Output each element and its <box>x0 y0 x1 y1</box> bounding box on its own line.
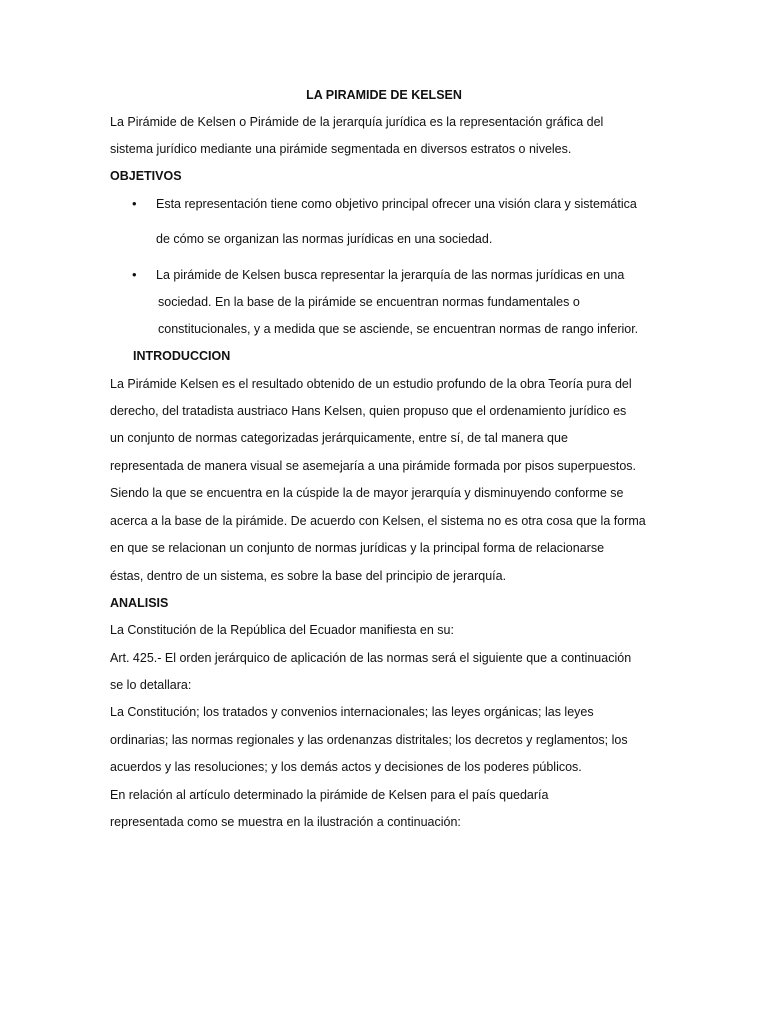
bullet-line: sociedad. En la base de la pirámide se encuentran normas fundamentales o <box>158 295 580 309</box>
paragraph-line: acerca a la base de la pirámide. De acuerdo con Kelsen, el sistema no es otra cosa que la forma <box>110 514 646 528</box>
paragraph-line: derecho, del tratadista austriaco Hans Kelsen, quien propuso que el ordenamiento jurídico es <box>110 404 627 418</box>
paragraph-line: La Pirámide Kelsen es el resultado obtenido de un estudio profundo de la obra Teoría pura del <box>110 377 632 391</box>
paragraph-line: Siendo la que se encuentra en la cúspide la de mayor jerarquía y disminuyendo conforme se <box>110 486 624 500</box>
bullet-icon: • <box>132 267 137 282</box>
paragraph-line: acuerdos y las resoluciones; y los demás actos y decisiones de los poderes públicos. <box>110 760 582 774</box>
paragraph-line: Art. 425.- El orden jerárquico de aplicación de las normas será el siguiente que a continuación <box>110 651 632 665</box>
paragraph-line: un conjunto de normas categorizadas jerárquicamente, entre sí, de tal manera que <box>110 431 568 445</box>
paragraph-line: ordinarias; las normas regionales y las ordenanzas distritales; los decretos y reglamentos; los <box>110 733 628 747</box>
paragraph-line: representada como se muestra en la ilustración a continuación: <box>110 815 461 829</box>
bullet-line: Esta representación tiene como objetivo principal ofrecer una visión clara y sistemática <box>156 197 637 211</box>
paragraph-line: La Constitución; los tratados y convenios internacionales; las leyes orgánicas; las leyes <box>110 705 594 719</box>
section-heading-introduccion: INTRODUCCION <box>133 349 231 363</box>
paragraph-line: representada de manera visual se asemejaría a una pirámide formada por pisos superpuestos. <box>110 459 636 473</box>
bullet-icon: • <box>132 196 137 211</box>
page-title: LA PIRAMIDE DE KELSEN <box>306 88 462 102</box>
paragraph-line: En relación al artículo determinado la pirámide de Kelsen para el país quedaría <box>110 788 549 802</box>
intro-line: La Pirámide de Kelsen o Pirámide de la jerarquía jurídica es la representación gráfica del <box>110 115 604 129</box>
paragraph-line: La Constitución de la República del Ecuador manifiesta en su: <box>110 623 454 637</box>
paragraph-line: en que se relacionan un conjunto de normas jurídicas y la principal forma de relacionarse <box>110 541 605 555</box>
section-heading-analisis: ANALISIS <box>110 596 169 610</box>
section-heading-objetivos: OBJETIVOS <box>110 169 182 183</box>
intro-line: sistema jurídico mediante una pirámide segmentada en diversos estratos o niveles. <box>110 142 572 156</box>
bullet-line: La pirámide de Kelsen busca representar la jerarquía de las normas jurídicas en una <box>156 268 625 282</box>
bullet-line: de cómo se organizan las normas jurídicas en una sociedad. <box>156 232 493 246</box>
paragraph-line: se lo detallara: <box>110 678 192 692</box>
paragraph-line: éstas, dentro de un sistema, es sobre la base del principio de jerarquía. <box>110 569 507 583</box>
bullet-line: constitucionales, y a medida que se asciende, se encuentran normas de rango inferior. <box>158 322 639 336</box>
